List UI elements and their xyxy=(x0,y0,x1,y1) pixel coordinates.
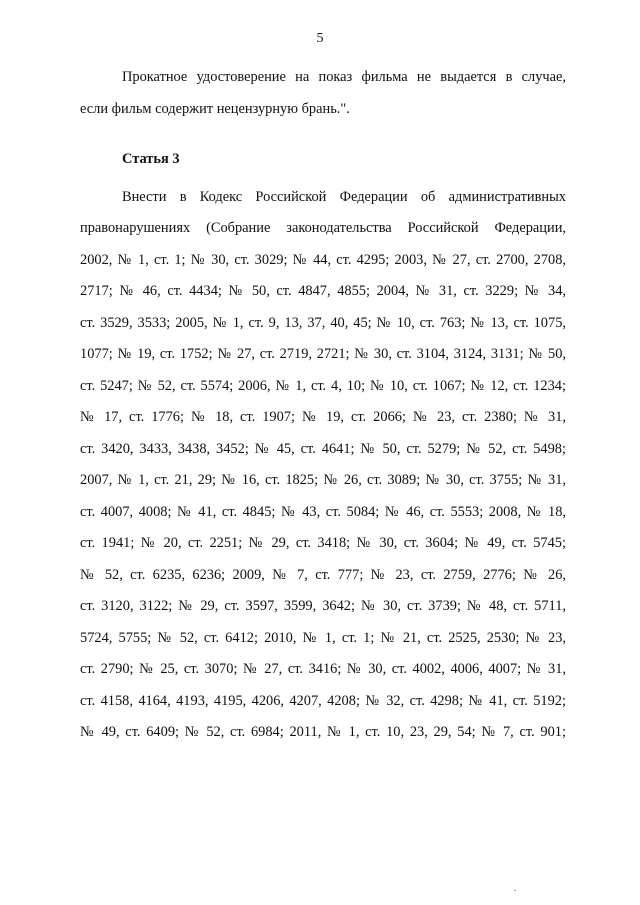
text-line: № 49, ст. 6409; № 52, ст. 6984; 2011, № 1, ст. 10, 23, 29, 54; № 7, ст. 901; xyxy=(80,724,566,740)
text-line: Внести в Кодекс Российской Федерации об административных xyxy=(122,188,566,205)
text-line: ст. 1941; № 20, ст. 2251; № 29, ст. 3418; № 30, ст. 3604; № 49, ст. 5745; xyxy=(80,535,566,551)
text-line: если фильм содержит нецензурную брань.". xyxy=(80,100,350,117)
text-line: правонарушениях (Собрание законодательства Российской Федерации, xyxy=(80,220,566,236)
text-line: ст. 4158, 4164, 4193, 4195, 4206, 4207, 4208; № 32, ст. 4298; № 41, ст. 5192; xyxy=(80,692,566,709)
text-line: Прокатное удостоверение на показ фильма не выдается в случае, xyxy=(122,69,566,85)
scan-artifact xyxy=(514,890,516,891)
page-number: 5 xyxy=(316,31,324,46)
document-body xyxy=(80,62,566,749)
paragraph-film-license xyxy=(80,62,566,125)
text-line: 1077; № 19, ст. 1752; № 27, ст. 2719, 2721; № 30, ст. 3104, 3124, 3131; № 50, xyxy=(80,346,566,362)
text-line: 2007, № 1, ст. 21, 29; № 16, ст. 1825; № 26, ст. 3089; № 30, ст. 3755; № 31, xyxy=(80,472,566,488)
text-line: ст. 2790; № 25, ст. 3070; № 27, ст. 3416; № 30, ст. 4002, 4006, 4007; № 31, xyxy=(80,661,566,677)
text-line: № 52, ст. 6235, 6236; 2009, № 7, ст. 777; № 23, ст. 2759, 2776; № 26, xyxy=(80,566,566,583)
text-line: 2002, № 1, ст. 1; № 30, ст. 3029; № 44, ст. 4295; 2003, № 27, ст. 2700, 2708, xyxy=(80,251,566,268)
paragraph-amendments xyxy=(80,182,566,749)
text-line: ст. 3120, 3122; № 29, ст. 3597, 3599, 3642; № 30, ст. 3739; № 48, ст. 5711, xyxy=(80,598,566,614)
article-heading: Статья 3 xyxy=(122,151,180,167)
text-line: ст. 4007, 4008; № 41, ст. 4845; № 43, ст. 5084; № 46, ст. 5553; 2008, № 18, xyxy=(80,503,566,520)
text-line: № 17, ст. 1776; № 18, ст. 1907; № 19, ст. 2066; № 23, ст. 2380; № 31, xyxy=(80,409,566,425)
text-line: ст. 3420, 3433, 3438, 3452; № 45, ст. 4641; № 50, ст. 5279; № 52, ст. 5498; xyxy=(80,440,566,457)
text-line: ст. 5247; № 52, ст. 5574; 2006, № 1, ст. 4, 10; № 10, ст. 1067; № 12, ст. 1234; xyxy=(80,377,566,394)
text-line: ст. 3529, 3533; 2005, № 1, ст. 9, 13, 37, 40, 45; № 10, ст. 763; № 13, ст. 1075, xyxy=(80,314,566,331)
text-line: 5724, 5755; № 52, ст. 6412; 2010, № 1, ст. 1; № 21, ст. 2525, 2530; № 23, xyxy=(80,629,566,646)
text-line: 2717; № 46, ст. 4434; № 50, ст. 4847, 4855; 2004, № 31, ст. 3229; № 34, xyxy=(80,283,566,299)
